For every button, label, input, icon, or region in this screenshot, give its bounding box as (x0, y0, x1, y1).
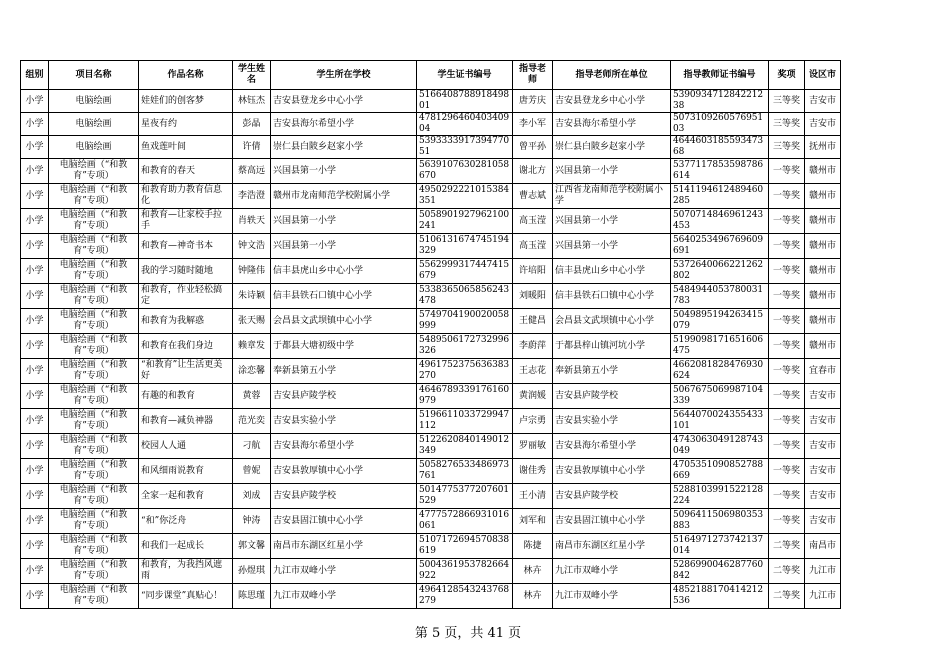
cell-student-cert: 478129646040340904 (417, 113, 513, 136)
cell-student-cert: 5058901927962100241 (417, 209, 513, 234)
table-row (21, 184, 841, 209)
cell-advisor-cert: 5286990046287760842 (671, 559, 769, 584)
cell-student-cert: 5338365065856243478 (417, 284, 513, 309)
cell-project-name: 电脑绘画 (49, 136, 139, 159)
cell-advisor-cert: 5070714846961243453 (671, 209, 769, 234)
cell-student-cert: 5122620840149012349 (417, 434, 513, 459)
cell-city: 赣州市 (805, 184, 841, 209)
cell-advisor: 卢宗勇 (513, 409, 553, 434)
cell-student-name: 钟涛 (233, 509, 271, 534)
cell-award: 三等奖 (769, 90, 805, 113)
table-header-row (21, 61, 841, 90)
cell-award: 一等奖 (769, 409, 805, 434)
table-row (21, 484, 841, 509)
cell-student-cert: 4961752375636383270 (417, 359, 513, 384)
table-row (21, 309, 841, 334)
cell-student-name: 彭晶 (233, 113, 271, 136)
cell-group: 小学 (21, 113, 49, 136)
cell-group: 小学 (21, 284, 49, 309)
table-row (21, 284, 841, 309)
cell-student-name: 郭文馨 (233, 534, 271, 559)
cell-advisor-unit: 吉安县敦厚镇中心小学 (553, 459, 671, 484)
cell-advisor-cert: 5067675069987104339 (671, 384, 769, 409)
cell-student-cert: 4964128543243768279 (417, 584, 513, 609)
cell-advisor-unit: 九江市双峰小学 (553, 559, 671, 584)
cell-advisor: 曾平孙 (513, 136, 553, 159)
cell-student-name: 肖轶天 (233, 209, 271, 234)
cell-student-cert: 5489506172732996326 (417, 334, 513, 359)
cell-award: 一等奖 (769, 234, 805, 259)
header-work-name: 作品名称 (139, 61, 233, 90)
cell-project-name: 电脑绘画（“和教育”专项） (49, 559, 139, 584)
cell-student-name: 赖章发 (233, 334, 271, 359)
cell-group: 小学 (21, 184, 49, 209)
cell-advisor-cert: 4705351090852788669 (671, 459, 769, 484)
cell-award: 一等奖 (769, 509, 805, 534)
cell-student-name: 钟文浩 (233, 234, 271, 259)
table-row (21, 259, 841, 284)
cell-student-cert: 5106131674745194329 (417, 234, 513, 259)
cell-advisor-cert: 5049895194263415079 (671, 309, 769, 334)
cell-project-name: 电脑绘画 (49, 113, 139, 136)
cell-advisor-cert: 5644070024355433101 (671, 409, 769, 434)
cell-advisor-unit: 信丰县虎山乡中心小学 (553, 259, 671, 284)
cell-project-name: 电脑绘画（“和教育”专项） (49, 334, 139, 359)
cell-student-name: 李浩澄 (233, 184, 271, 209)
cell-student-cert: 5107172694570838619 (417, 534, 513, 559)
cell-advisor: 曹志斌 (513, 184, 553, 209)
cell-student-name: 刁航 (233, 434, 271, 459)
table-row (21, 409, 841, 434)
cell-award: 一等奖 (769, 284, 805, 309)
cell-advisor-cert: 5372640066221262802 (671, 259, 769, 284)
cell-work-name: 和教育的春天 (139, 159, 233, 184)
cell-advisor: 黄润媛 (513, 384, 553, 409)
cell-advisor-unit: 吉安县庐陵学校 (553, 384, 671, 409)
cell-project-name: 电脑绘画（“和教育”专项） (49, 384, 139, 409)
cell-student-name: 张天赐 (233, 309, 271, 334)
table-row (21, 534, 841, 559)
cell-city: 赣州市 (805, 309, 841, 334)
table-row (21, 334, 841, 359)
cell-work-name: 和教育助力教育信息化 (139, 184, 233, 209)
cell-award: 一等奖 (769, 384, 805, 409)
cell-project-name: 电脑绘画（“和教育”专项） (49, 359, 139, 384)
cell-city: 吉安市 (805, 113, 841, 136)
cell-advisor-unit: 崇仁县白陂乡赵家小学 (553, 136, 671, 159)
cell-student-school: 吉安县实验小学 (271, 409, 417, 434)
cell-award: 一等奖 (769, 359, 805, 384)
cell-work-name: 和教育在我们身边 (139, 334, 233, 359)
cell-group: 小学 (21, 234, 49, 259)
cell-city: 吉安市 (805, 459, 841, 484)
cell-student-cert: 5562999317447415679 (417, 259, 513, 284)
table-row (21, 90, 841, 113)
cell-city: 吉安市 (805, 409, 841, 434)
cell-work-name: 和风细雨说教育 (139, 459, 233, 484)
cell-group: 小学 (21, 559, 49, 584)
cell-city: 吉安市 (805, 509, 841, 534)
cell-advisor-cert: 4743063049128743049 (671, 434, 769, 459)
header-project-name: 项目名称 (49, 61, 139, 90)
page-footer: 第 5 页，共 41 页 (414, 626, 522, 641)
cell-award: 二等奖 (769, 584, 805, 609)
cell-group: 小学 (21, 359, 49, 384)
cell-work-name: 和教育，作业轻松搞定 (139, 284, 233, 309)
cell-advisor: 刘暖阳 (513, 284, 553, 309)
cell-student-school: 吉安县海尔希望小学 (271, 113, 417, 136)
cell-city: 抚州市 (805, 136, 841, 159)
cell-advisor: 王志花 (513, 359, 553, 384)
cell-city: 赣州市 (805, 234, 841, 259)
cell-work-name: 和教育，为我挡风遮雨 (139, 559, 233, 584)
cell-work-name: “和教育”让生活更美好 (139, 359, 233, 384)
cell-student-cert: 5014775377207601529 (417, 484, 513, 509)
cell-advisor-cert: 5096411506980353883 (671, 509, 769, 534)
header-group: 组别 (21, 61, 49, 90)
cell-student-name: 刘成 (233, 484, 271, 509)
table-row (21, 234, 841, 259)
cell-award: 一等奖 (769, 159, 805, 184)
cell-award: 一等奖 (769, 209, 805, 234)
cell-student-name: 钟隆伟 (233, 259, 271, 284)
cell-project-name: 电脑绘画（“和教育”专项） (49, 509, 139, 534)
cell-advisor-cert: 5141194612489460285 (671, 184, 769, 209)
cell-advisor-unit: 于都县梓山镇河坑小学 (553, 334, 671, 359)
cell-advisor: 罗丽敏 (513, 434, 553, 459)
table-row (21, 384, 841, 409)
cell-advisor-unit: 会昌县文武坝镇中心小学 (553, 309, 671, 334)
cell-student-school: 崇仁县白陂乡赵家小学 (271, 136, 417, 159)
table-row (21, 113, 841, 136)
cell-work-name: 和教育—减负神器 (139, 409, 233, 434)
cell-group: 小学 (21, 384, 49, 409)
cell-group: 小学 (21, 584, 49, 609)
cell-student-cert: 5196611033729947112 (417, 409, 513, 434)
cell-student-school: 兴国县第一小学 (271, 209, 417, 234)
cell-advisor-unit: 吉安县海尔希望小学 (553, 434, 671, 459)
cell-city: 南昌市 (805, 534, 841, 559)
cell-city: 吉安市 (805, 434, 841, 459)
cell-advisor: 唐芳庆 (513, 90, 553, 113)
cell-project-name: 电脑绘画（“和教育”专项） (49, 484, 139, 509)
cell-student-cert: 5058276533486973761 (417, 459, 513, 484)
cell-work-name: 和教育—让家校手拉手 (139, 209, 233, 234)
cell-award: 一等奖 (769, 334, 805, 359)
header-advisor: 指导老师 (513, 61, 553, 90)
cell-advisor-unit: 兴国县第一小学 (553, 159, 671, 184)
cell-student-name: 蔡高远 (233, 159, 271, 184)
cell-work-name: 有趣的和教育 (139, 384, 233, 409)
cell-advisor: 林卉 (513, 559, 553, 584)
cell-group: 小学 (21, 334, 49, 359)
cell-advisor-unit: 奉新县第五小学 (553, 359, 671, 384)
cell-work-name: 鱼戏莲叶间 (139, 136, 233, 159)
cell-advisor-cert: 4852188170414212536 (671, 584, 769, 609)
cell-award: 一等奖 (769, 259, 805, 284)
cell-advisor-cert: 5164971273742137014 (671, 534, 769, 559)
cell-project-name: 电脑绘画（“和教育”专项） (49, 409, 139, 434)
cell-student-name: 陈思瑾 (233, 584, 271, 609)
cell-project-name: 电脑绘画（“和教育”专项） (49, 234, 139, 259)
cell-project-name: 电脑绘画（“和教育”专项） (49, 259, 139, 284)
cell-student-school: 吉安县海尔希望小学 (271, 434, 417, 459)
table-row (21, 584, 841, 609)
cell-student-school: 吉安县敦厚镇中心小学 (271, 459, 417, 484)
cell-student-school: 吉安县登龙乡中心小学 (271, 90, 417, 113)
cell-advisor: 许培阳 (513, 259, 553, 284)
header-advisor-cert: 指导教师证书编号 (671, 61, 769, 90)
header-student-school: 学生所在学校 (271, 61, 417, 90)
cell-group: 小学 (21, 209, 49, 234)
cell-group: 小学 (21, 534, 49, 559)
header-student-cert: 学生证书编号 (417, 61, 513, 90)
cell-student-school: 吉安县庐陵学校 (271, 484, 417, 509)
cell-advisor-unit: 吉安县固江镇中心小学 (553, 509, 671, 534)
cell-student-school: 九江市双峰小学 (271, 584, 417, 609)
table-body (21, 90, 841, 609)
cell-student-cert: 516640878891849801 (417, 90, 513, 113)
cell-work-name: 娃娃们的创客梦 (139, 90, 233, 113)
cell-work-name: 和我们一起成长 (139, 534, 233, 559)
cell-project-name: 电脑绘画（“和教育”专项） (49, 309, 139, 334)
cell-work-name: “同步课堂”真贴心！ (139, 584, 233, 609)
cell-advisor-cert: 5640253496769609691 (671, 234, 769, 259)
cell-advisor: 谢佳秀 (513, 459, 553, 484)
cell-city: 宜春市 (805, 359, 841, 384)
table-row (21, 459, 841, 484)
cell-student-school: 赣州市龙南师范学校附属小学 (271, 184, 417, 209)
cell-group: 小学 (21, 136, 49, 159)
cell-city: 赣州市 (805, 284, 841, 309)
cell-student-school: 会昌县文武坝镇中心小学 (271, 309, 417, 334)
cell-advisor-unit: 吉安县实验小学 (553, 409, 671, 434)
cell-city: 九江市 (805, 559, 841, 584)
cell-student-name: 黄蓉 (233, 384, 271, 409)
cell-advisor: 林卉 (513, 584, 553, 609)
table-row (21, 509, 841, 534)
cell-group: 小学 (21, 309, 49, 334)
cell-advisor-cert: 5199098171651606475 (671, 334, 769, 359)
cell-group: 小学 (21, 409, 49, 434)
cell-award: 二等奖 (769, 534, 805, 559)
table-row (21, 159, 841, 184)
cell-student-school: 奉新县第五小学 (271, 359, 417, 384)
cell-student-cert: 4950292221015384351 (417, 184, 513, 209)
cell-student-name: 孙煜琪 (233, 559, 271, 584)
cell-student-school: 吉安县庐陵学校 (271, 384, 417, 409)
cell-city: 吉安市 (805, 90, 841, 113)
cell-work-name: 我的学习随时随地 (139, 259, 233, 284)
cell-student-school: 信丰县铁石口镇中心小学 (271, 284, 417, 309)
header-award: 奖项 (769, 61, 805, 90)
cell-student-cert: 5004361953782664922 (417, 559, 513, 584)
cell-advisor-cert: 539093471284221238 (671, 90, 769, 113)
cell-award: 一等奖 (769, 459, 805, 484)
cell-advisor-unit: 兴国县第一小学 (553, 209, 671, 234)
cell-city: 赣州市 (805, 159, 841, 184)
cell-project-name: 电脑绘画（“和教育”专项） (49, 284, 139, 309)
header-city: 设区市 (805, 61, 841, 90)
cell-group: 小学 (21, 484, 49, 509)
cell-group: 小学 (21, 459, 49, 484)
cell-award: 三等奖 (769, 136, 805, 159)
cell-student-cert: 4777572866931016061 (417, 509, 513, 534)
cell-project-name: 电脑绘画（“和教育”专项） (49, 584, 139, 609)
cell-project-name: 电脑绘画（“和教育”专项） (49, 434, 139, 459)
cell-group: 小学 (21, 259, 49, 284)
cell-student-school: 九江市双峰小学 (271, 559, 417, 584)
cell-advisor: 李蔚萍 (513, 334, 553, 359)
table-row (21, 559, 841, 584)
header-advisor-unit: 指导老师所在单位 (553, 61, 671, 90)
cell-student-cert: 5749704190020058999 (417, 309, 513, 334)
cell-group: 小学 (21, 434, 49, 459)
cell-advisor-cert: 4662081828476930624 (671, 359, 769, 384)
cell-advisor: 王小清 (513, 484, 553, 509)
cell-student-school: 兴国县第一小学 (271, 159, 417, 184)
cell-advisor-cert: 5288103991522128224 (671, 484, 769, 509)
cell-advisor-cert: 464460318559347368 (671, 136, 769, 159)
cell-student-school: 吉安县固江镇中心小学 (271, 509, 417, 534)
cell-advisor: 谢北方 (513, 159, 553, 184)
cell-work-name: 和教育—神奇书本 (139, 234, 233, 259)
cell-student-school: 兴国县第一小学 (271, 234, 417, 259)
cell-award: 三等奖 (769, 113, 805, 136)
cell-city: 九江市 (805, 584, 841, 609)
cell-project-name: 电脑绘画（“和教育”专项） (49, 534, 139, 559)
cell-advisor: 王健昌 (513, 309, 553, 334)
table-row (21, 136, 841, 159)
cell-advisor-unit: 吉安县海尔希望小学 (553, 113, 671, 136)
cell-advisor: 高玉滢 (513, 234, 553, 259)
header-student-name: 学生姓名 (233, 61, 271, 90)
cell-city: 赣州市 (805, 209, 841, 234)
cell-student-cert: 5639107630281058670 (417, 159, 513, 184)
cell-award: 一等奖 (769, 434, 805, 459)
cell-award: 一等奖 (769, 184, 805, 209)
cell-student-name: 许倩 (233, 136, 271, 159)
cell-award: 一等奖 (769, 484, 805, 509)
table-row (21, 209, 841, 234)
cell-student-school: 于都县大塘初级中学 (271, 334, 417, 359)
cell-advisor-unit: 信丰县铁石口镇中心小学 (553, 284, 671, 309)
cell-work-name: “和”你泛舟 (139, 509, 233, 534)
cell-student-name: 范光奕 (233, 409, 271, 434)
cell-student-cert: 4646789339176160979 (417, 384, 513, 409)
cell-project-name: 电脑绘画（“和教育”专项） (49, 209, 139, 234)
cell-city: 吉安市 (805, 384, 841, 409)
cell-advisor-unit: 兴国县第一小学 (553, 234, 671, 259)
award-table (20, 60, 841, 609)
table-row (21, 359, 841, 384)
cell-student-name: 曾妮 (233, 459, 271, 484)
cell-student-name: 朱诗颖 (233, 284, 271, 309)
cell-group: 小学 (21, 90, 49, 113)
cell-group: 小学 (21, 159, 49, 184)
cell-advisor-cert: 5484944053780031783 (671, 284, 769, 309)
cell-project-name: 电脑绘画（“和教育”专项） (49, 184, 139, 209)
cell-student-cert: 539333391739477051 (417, 136, 513, 159)
cell-work-name: 和教育为我解惑 (139, 309, 233, 334)
cell-student-school: 南昌市东湖区红星小学 (271, 534, 417, 559)
cell-student-school: 信丰县虎山乡中心小学 (271, 259, 417, 284)
cell-student-name: 林钰杰 (233, 90, 271, 113)
cell-advisor-unit: 吉安县庐陵学校 (553, 484, 671, 509)
cell-student-name: 涂恋馨 (233, 359, 271, 384)
cell-city: 吉安市 (805, 484, 841, 509)
cell-work-name: 校园人人通 (139, 434, 233, 459)
cell-advisor: 李小军 (513, 113, 553, 136)
cell-advisor-unit: 九江市双峰小学 (553, 584, 671, 609)
cell-award: 一等奖 (769, 309, 805, 334)
cell-work-name: 星夜有约 (139, 113, 233, 136)
cell-advisor: 陈捷 (513, 534, 553, 559)
cell-group: 小学 (21, 509, 49, 534)
cell-advisor: 高玉滢 (513, 209, 553, 234)
cell-advisor-unit: 南昌市东湖区红星小学 (553, 534, 671, 559)
cell-project-name: 电脑绘画（“和教育”专项） (49, 159, 139, 184)
cell-advisor-cert: 5377117853598786614 (671, 159, 769, 184)
cell-project-name: 电脑绘画 (49, 90, 139, 113)
cell-advisor-unit: 吉安县登龙乡中心小学 (553, 90, 671, 113)
cell-award: 二等奖 (769, 559, 805, 584)
cell-advisor: 刘军和 (513, 509, 553, 534)
cell-advisor-unit: 江西省龙南师范学校附属小学 (553, 184, 671, 209)
cell-work-name: 全家一起和教育 (139, 484, 233, 509)
cell-project-name: 电脑绘画（“和教育”专项） (49, 459, 139, 484)
cell-city: 赣州市 (805, 259, 841, 284)
table-row (21, 434, 841, 459)
cell-advisor-cert: 507310926057695103 (671, 113, 769, 136)
cell-city: 赣州市 (805, 334, 841, 359)
